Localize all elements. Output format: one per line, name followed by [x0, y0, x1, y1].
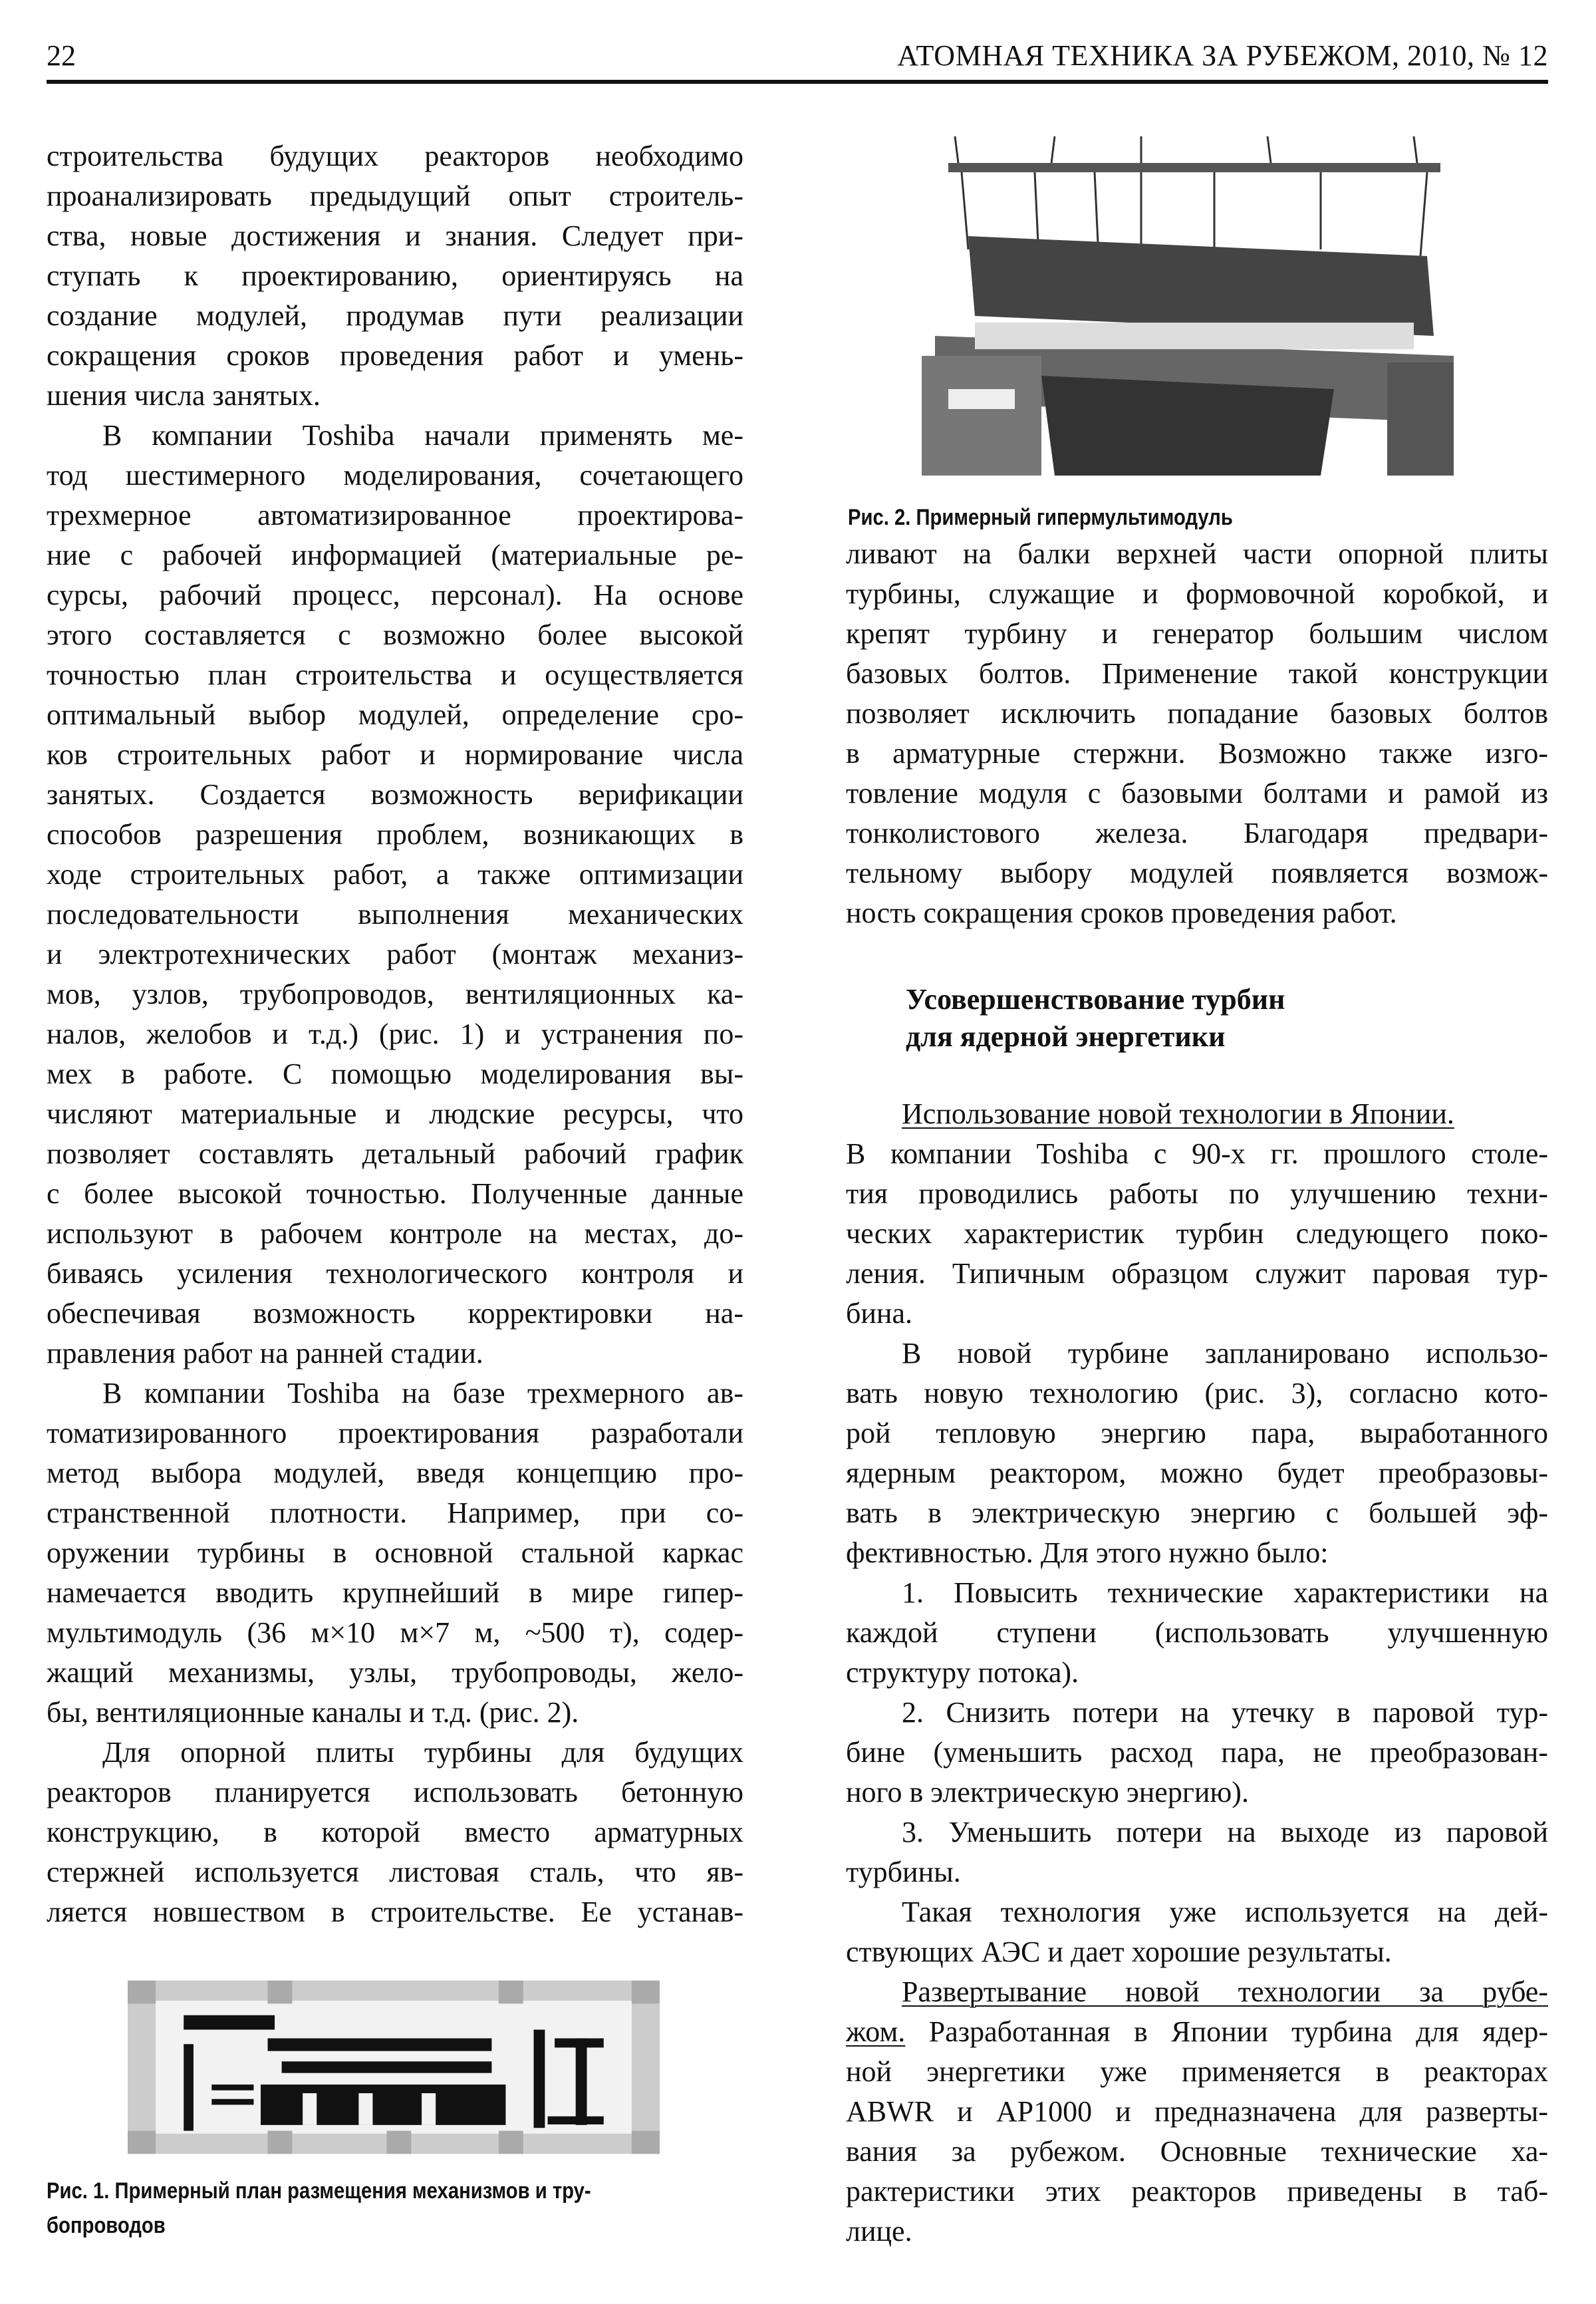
right-column-top [846, 534, 1548, 933]
text-span: Разработанная в Японии турбина для ядер- [905, 2015, 1548, 2048]
underlined-subheading: Развертывание новой технологии за рубе- [902, 1975, 1548, 2008]
text-line [846, 1094, 1548, 1134]
text-line: В компании Toshiba на базе трехмерного ав- [102, 1377, 743, 1409]
text-line: используют в рабочем контроле на местах, до- [47, 1217, 743, 1250]
text-line: создание модулей, продумав пути реализации [47, 299, 743, 332]
text-line: ного в электрическую энергию). [846, 1776, 1249, 1808]
text-line: тия проводились работы по улучшению техни- [846, 1177, 1548, 1210]
text-line: тонколистового железа. Благодаря предвари- [846, 817, 1548, 849]
text-line: шения числа занятых. [47, 379, 321, 412]
section-heading-line-1: Усовершенствование турбин [906, 983, 1285, 1016]
text-line: мех в работе. С помощью моделирования вы- [47, 1058, 743, 1090]
text-line: ления. Типичным образцом служит паровая тур- [846, 1257, 1548, 1290]
text-line: ние с рабочей информацией (материальные ре- [47, 539, 743, 571]
text-line: способов разрешения проблем, возникающих в [47, 818, 743, 851]
text-line: стержней используется листовая сталь, что яв- [47, 1856, 743, 1888]
text-line: ступать к проектированию, ориентируясь на [47, 259, 743, 292]
underlined-subheading: Использование новой технологии в Японии. [902, 1097, 1454, 1130]
text-line: турбины, служащие и формовочной коробкой, и [846, 577, 1548, 610]
text-line: конструкцию, в которой вместо арматурных [47, 1816, 743, 1848]
text-line: позволяет исключить попадание базовых болтов [846, 697, 1548, 730]
header-rule [47, 80, 1548, 84]
page-number: 22 [47, 39, 76, 72]
text-line: и электротехнических работ (монтаж механиз- [47, 938, 743, 970]
text-line: ствующих АЭС и дает хорошие результаты. [846, 1936, 1392, 1968]
text-line: позволяет составлять детальный рабочий график [47, 1137, 743, 1170]
text-line: точностью план строительства и осуществляется [47, 658, 743, 691]
text-line: рактеристики этих реакторов приведены в таб- [846, 2175, 1548, 2208]
text-line: каждой ступени (использовать улучшенную [846, 1616, 1548, 1649]
figure-2-caption: Рис. 2. Примерный гипермультимодуль [848, 505, 1233, 530]
left-column [47, 136, 743, 1932]
text-line: обеспечивая возможность корректировки на- [47, 1297, 743, 1330]
text-line: ABWR и AP1000 и предназначена для разверты- [846, 2095, 1548, 2128]
text-line: ляется новшеством в строительстве. Ее устанав- [47, 1896, 743, 1928]
text-line: ков строительных работ и нормирование числа [47, 738, 743, 771]
text-line: ность сокращения сроков проведения работ. [846, 897, 1397, 929]
text-line: в арматурные стержни. Возможно также изго- [846, 737, 1548, 770]
section-heading [906, 981, 1285, 1056]
section-heading-line-2: для ядерной энергетики [906, 1020, 1226, 1053]
text-line: оптимальный выбор модулей, определение сро- [47, 698, 743, 731]
text-line: бина. [846, 1297, 913, 1330]
figure-2-hypermultimodule-image [922, 136, 1467, 482]
text-line: реакторов планируется использовать бетонную [47, 1776, 743, 1808]
text-line: ческих характеристик турбин следующего поко- [846, 1217, 1548, 1250]
text-line: строительства будущих реакторов необходимо [47, 140, 743, 172]
text-line: биваясь усиления технологического контроля и [47, 1257, 743, 1290]
text-line: товление модуля с базовыми болтами и рамой из [846, 777, 1548, 809]
right-column-bottom [846, 1094, 1548, 2251]
text-line [846, 2012, 1548, 2052]
text-line: 2. Снизить потери на утечку в паровой тур- [902, 1696, 1548, 1729]
text-line: В новой турбине запланировано использо- [902, 1337, 1548, 1369]
text-line: 1. Повысить технические характеристики на [902, 1576, 1548, 1609]
text-line: намечается вводить крупнейший в мире гипер- [47, 1576, 743, 1609]
text-line: жащий механизмы, узлы, трубопроводы, жело- [47, 1656, 743, 1689]
text-line: лице. [846, 2215, 912, 2247]
text-line: структуру потока). [846, 1656, 1079, 1689]
text-line: крепят турбину и генератор большим числом [846, 617, 1548, 650]
text-line: базовых болтов. Применение такой конструкции [846, 657, 1548, 690]
text-line: вать в электрическую энергию с большей эф- [846, 1497, 1548, 1529]
text-line: оружении турбины в основной стальной каркас [47, 1536, 743, 1569]
text-line: Для опорной плиты турбины для будущих [102, 1736, 743, 1769]
figure-1-caption-line-2: бопроводов [47, 2213, 166, 2238]
text-line: мультимодуль (36 м×10 м×7 м, ~500 т), содер- [47, 1616, 743, 1649]
text-line: правления работ на ранней стадии. [47, 1337, 483, 1369]
text-line: сокращения сроков проведения работ и умень- [47, 339, 743, 372]
text-line: 3. Уменьшить потери на выходе из паровой [902, 1816, 1548, 1848]
text-line: занятых. Создается возможность верификации [47, 778, 743, 811]
text-line: трехмерное автоматизированное проектирова- [47, 499, 743, 531]
text-line: фективностью. Для этого нужно было: [846, 1536, 1329, 1569]
text-line: этого составляется с возможно более высокой [47, 619, 743, 651]
text-line: томатизированного проектирования разработали [47, 1417, 743, 1449]
underlined-subheading: жом. [846, 2015, 906, 2048]
figure-1-caption-line-1: Рис. 1. Примерный план размещения механизмов и тру- [47, 2178, 591, 2204]
text-line: налов, желобов и т.д.) (рис. 1) и устранения по- [47, 1018, 743, 1050]
journal-title: АТОМНАЯ ТЕХНИКА ЗА РУБЕЖОМ, 2010, № 12 [897, 39, 1548, 72]
text-line: рой тепловую энергию пара, выработанного [846, 1417, 1548, 1449]
text-line: ядерным реактором, можно будет преобразовы- [846, 1457, 1548, 1489]
text-line: с более высокой точностью. Полученные данные [47, 1177, 743, 1210]
text-line: последовательности выполнения механических [47, 898, 743, 931]
text-line: вания за рубежом. Основные технические ха- [846, 2135, 1548, 2168]
text-line: странственной плотности. Например, при со- [47, 1497, 743, 1529]
figure-1-caption [47, 2174, 761, 2243]
text-line: ной энергетики уже применяется в реакторах [846, 2055, 1548, 2088]
text-line: метод выбора модулей, введя концепцию про- [47, 1457, 743, 1489]
text-line: ходе строительных работ, а также оптимизации [47, 858, 743, 891]
text-line: В компании Toshiba начали применять ме- [102, 419, 743, 452]
text-line: турбины. [846, 1856, 961, 1888]
text-line: проанализировать предыдущий опыт строитель- [47, 180, 743, 212]
text-line: ства, новые достижения и знания. Следует при- [47, 219, 743, 252]
text-line: бине (уменьшить расход пара, не преобразован- [846, 1736, 1548, 1769]
text-line: сурсы, рабочий процесс, персонал). На основе [47, 579, 743, 611]
text-line: Такая технология уже используется на дей- [902, 1896, 1548, 1928]
text-line: вать новую технологию (рис. 3), согласно кото- [846, 1377, 1548, 1409]
text-line [846, 1972, 1548, 2012]
text-line: числяют материальные и людские ресурсы, что [47, 1097, 743, 1130]
text-line: тод шестимерного моделирования, сочетающего [47, 459, 743, 492]
text-line: тельному выбору модулей появляется возмож- [846, 857, 1548, 889]
text-line: бы, вентиляционные каналы и т.д. (рис. 2). [47, 1696, 579, 1729]
figure-1-layout-plan-image [128, 1975, 660, 2160]
text-line: мов, узлов, трубопроводов, вентиляционных ка- [47, 978, 743, 1010]
text-line: В компании Toshiba с 90-х гг. прошлого столе- [846, 1137, 1548, 1170]
text-line: ливают на балки верхней части опорной плиты [846, 537, 1548, 570]
